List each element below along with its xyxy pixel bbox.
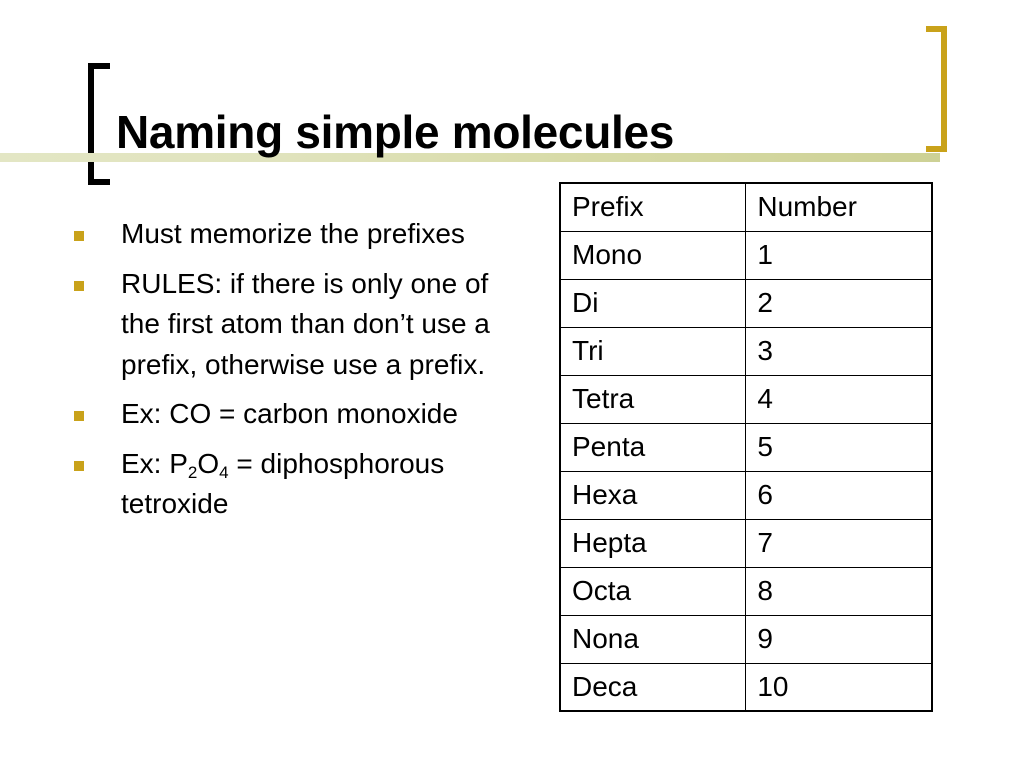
table-header-row <box>560 183 932 231</box>
number-cell: 10 <box>746 663 932 711</box>
prefix-cell: Octa <box>560 567 746 615</box>
prefix-cell: Mono <box>560 231 746 279</box>
header-cell-prefix: Prefix <box>560 183 746 231</box>
table-row <box>560 567 932 615</box>
formula-text: O <box>197 447 220 479</box>
table-row <box>560 471 932 519</box>
number-cell: 1 <box>746 231 932 279</box>
bullet-text: RULES: if there is only one of the first atom than don’t use a prefix, otherwise use a prefix. <box>121 267 490 380</box>
prefix-cell: Penta <box>560 423 746 471</box>
title-right-bracket <box>926 26 947 152</box>
title-left-bracket <box>88 63 110 185</box>
formula-subscript: 2 <box>187 462 198 482</box>
prefix-table <box>559 182 933 712</box>
table-row <box>560 327 932 375</box>
bullet-item <box>70 264 510 386</box>
square-bullet-icon <box>74 461 84 471</box>
table-row <box>560 375 932 423</box>
bullet-list <box>70 214 510 534</box>
table-row <box>560 663 932 711</box>
bullet-text <box>121 448 444 520</box>
table-row <box>560 615 932 663</box>
table-row <box>560 519 932 567</box>
bullet-text: Must memorize the prefixes <box>121 218 465 249</box>
table-row <box>560 231 932 279</box>
formula-subscript: 4 <box>219 462 229 482</box>
prefix-cell: Hepta <box>560 519 746 567</box>
bullet-item <box>70 214 510 255</box>
prefix-cell: Di <box>560 279 746 327</box>
formula-text: Ex: P <box>121 447 188 479</box>
number-cell: 5 <box>746 423 932 471</box>
square-bullet-icon <box>74 411 84 421</box>
table-row <box>560 279 932 327</box>
bullet-item <box>70 444 510 525</box>
bullet-item <box>70 394 510 435</box>
number-cell: 6 <box>746 471 932 519</box>
prefix-cell: Nona <box>560 615 746 663</box>
table-row <box>560 423 932 471</box>
square-bullet-icon <box>74 281 84 291</box>
number-cell: 9 <box>746 615 932 663</box>
number-cell: 2 <box>746 279 932 327</box>
square-bullet-icon <box>74 231 84 241</box>
number-cell: 4 <box>746 375 932 423</box>
header-cell-number: Number <box>746 183 932 231</box>
formula-text: = diphosphorous tetroxide <box>121 447 445 519</box>
bullet-text: Ex: CO = carbon monoxide <box>121 398 458 429</box>
prefix-cell: Deca <box>560 663 746 711</box>
prefix-cell: Tri <box>560 327 746 375</box>
number-cell: 7 <box>746 519 932 567</box>
slide-title: Naming simple molecules <box>116 106 675 158</box>
prefix-cell: Hexa <box>560 471 746 519</box>
prefix-cell: Tetra <box>560 375 746 423</box>
number-cell: 3 <box>746 327 932 375</box>
number-cell: 8 <box>746 567 932 615</box>
